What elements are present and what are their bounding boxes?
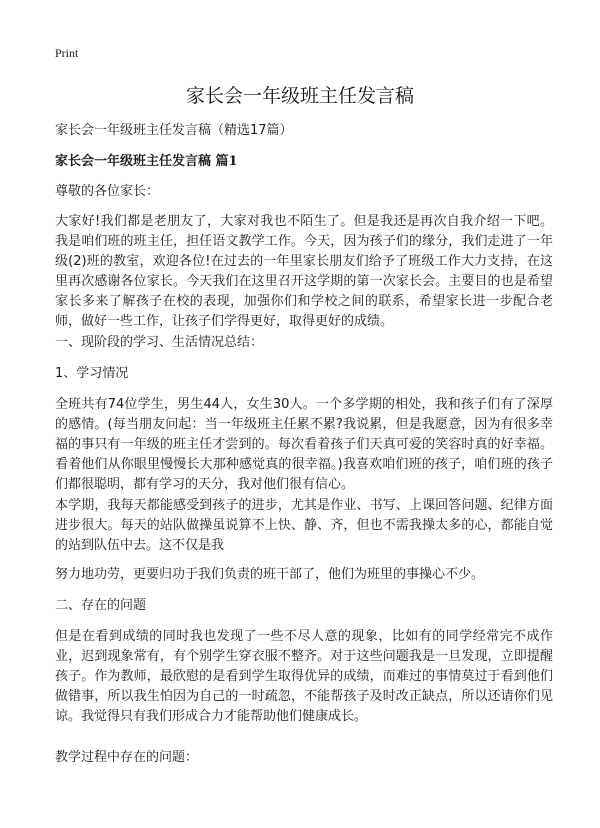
heading-teaching-problems: 教学过程中存在的问题： xyxy=(55,750,199,765)
paragraph-study: 全班共有74位学生，男生44人，女生30人。一个多学期的相处，我和孩子们有了深厚的感情。(每当朋友问起：当一年级班主任累不累?我说累，但是我愿意，因为有很多幸福的事只有一年级的班主任才尝到的。每次看着孩子们天真可爱的笑容时真的好幸福。看着他们从你眼里慢慢长大那种感觉真的很幸福。)我喜欢咱们班的孩子，咱们班的孩子们都很聪明，都有学习的天分，我对他们很有信心。 xyxy=(55,397,553,492)
document-subtitle: 家长会一年级班主任发言稿（精选17篇） xyxy=(55,123,293,138)
heading-study: 1、学习情况 xyxy=(55,366,129,381)
print-label[interactable]: Print xyxy=(55,46,79,60)
greeting: 尊敬的各位家长： xyxy=(55,184,160,199)
heading-problems: 二、存在的问题 xyxy=(55,598,147,613)
paragraph-progress: 本学期，我每天都能感受到孩子的进步，尤其是作业、书写、上课回答问题、纪律方面进步很大。每天的站队做操虽说算不上快、静、齐，但也不需我操太多的心，都能自觉的站到队伍中去。这不仅是我 xyxy=(55,498,553,553)
section-heading: 家长会一年级班主任发言稿 篇1 xyxy=(55,154,238,169)
document-title: 家长会一年级班主任发言稿 xyxy=(185,85,414,107)
heading-summary: 一、现阶段的学习、生活情况总结： xyxy=(55,335,264,350)
paragraph-intro: 大家好!我们都是老朋友了，大家对我也不陌生了。但是我还是再次自我介绍一下吧。我是咱们班的班主任，担任语文教学工作。今天，因为孩子们的缘分，我们走进了一年级(2)班的教室，欢迎各位!在过去的一年里家长朋友们给予了班级工作大力支持，在这里再次感谢各位家长。今天我们在这里召开这学期的第一次家长会。主要目的也是希望家长多来了解孩子在校的表现，加强你们和学校之间的联系，希望家长进一步配合老师，做好一些工作，让孩子们学得更好，取得更好的成绩。 xyxy=(55,214,553,329)
paragraph-credit: 努力地功劳，更要归功于我们负责的班干部了，他们为班里的事操心不少。 xyxy=(55,567,485,582)
paragraph-problems: 但是在看到成绩的同时我也发现了一些不尽人意的现象，比如有的同学经常完不成作业，迟到现象常有，有个别学生穿衣服不整齐。对于这些问题我是一旦发现，立即提醒孩子。作为教师，最欣慰的是看到学生取得优异的成绩，而难过的事情莫过于看到他们做错事，所以我生怕因为自己的一时疏忽，不能帮孩子及时改正缺点，所以还请你们见谅。我觉得只有我们形成合力才能帮助他们健康成长。 xyxy=(55,629,553,724)
